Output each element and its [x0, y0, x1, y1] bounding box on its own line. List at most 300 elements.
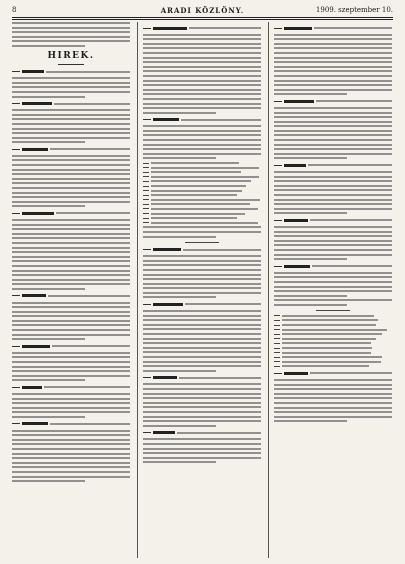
text-line	[12, 448, 130, 450]
heading-bold-run	[22, 294, 46, 297]
text-line	[274, 407, 392, 409]
text-line	[143, 461, 216, 463]
heading-bold-run	[153, 303, 183, 306]
text-line	[143, 103, 261, 105]
article	[143, 226, 261, 242]
text-line	[143, 292, 261, 294]
text-line	[274, 290, 392, 292]
text-line	[177, 432, 261, 434]
heading-dash	[12, 149, 20, 150]
text-line	[12, 379, 85, 381]
text-line	[143, 448, 261, 450]
heading-bold-run	[153, 376, 177, 379]
text-line	[282, 333, 382, 335]
text-line	[12, 320, 130, 322]
text-line	[274, 194, 392, 196]
text-line	[151, 217, 237, 219]
list-dash	[274, 343, 280, 344]
text-line	[151, 222, 258, 224]
text-line	[274, 411, 392, 413]
text-line	[274, 244, 392, 246]
text-line	[143, 93, 261, 95]
text-line	[12, 132, 130, 134]
article	[274, 217, 392, 260]
article	[274, 299, 392, 311]
text-line	[143, 383, 261, 385]
article-continuation	[12, 22, 130, 47]
text-line	[143, 274, 261, 276]
text-line	[12, 352, 130, 354]
list-dash	[143, 195, 149, 196]
text-line	[274, 235, 392, 237]
text-line	[12, 356, 130, 358]
text-line	[282, 342, 371, 344]
heading-dash	[143, 432, 151, 433]
text-line	[143, 411, 261, 413]
text-line	[12, 233, 130, 235]
article-heading	[143, 247, 261, 253]
text-line	[143, 356, 261, 358]
column-3	[274, 22, 392, 558]
text-line	[12, 462, 130, 464]
text-line	[143, 351, 261, 353]
article	[12, 146, 130, 207]
text-line	[274, 70, 392, 72]
text-line	[12, 476, 130, 478]
article	[143, 162, 261, 224]
text-line	[274, 153, 392, 155]
list-dash	[274, 320, 280, 321]
list-dash	[143, 213, 149, 214]
text-line	[143, 84, 261, 86]
text-line	[12, 329, 130, 331]
text-line	[143, 338, 261, 340]
article	[12, 421, 130, 482]
text-line	[12, 118, 130, 120]
heading-dash	[143, 28, 151, 29]
text-line	[274, 93, 347, 95]
text-line	[143, 319, 261, 321]
text-line	[12, 173, 130, 175]
text-line	[143, 443, 261, 445]
heading-dash	[143, 304, 151, 305]
text-line	[143, 388, 261, 390]
heading-bold-run	[153, 118, 179, 121]
text-line	[316, 100, 392, 102]
text-line	[143, 148, 261, 150]
text-line	[143, 324, 261, 326]
text-line	[274, 393, 392, 395]
list-line	[143, 208, 261, 210]
masthead-rule-thick	[12, 17, 393, 18]
text-line	[12, 393, 130, 395]
text-line	[274, 144, 392, 146]
article-heading	[143, 117, 261, 123]
text-line	[282, 338, 376, 340]
text-line	[274, 80, 392, 82]
text-line	[274, 107, 392, 109]
column-2	[143, 22, 261, 558]
text-line	[12, 375, 130, 377]
text-line	[274, 52, 392, 54]
article	[143, 430, 261, 464]
text-line	[12, 370, 130, 372]
text-line	[56, 212, 130, 214]
text-line	[274, 286, 392, 288]
text-line	[274, 240, 392, 242]
article	[274, 25, 392, 95]
text-line	[274, 180, 392, 182]
text-line	[143, 255, 261, 257]
text-line	[143, 34, 261, 36]
text-line	[282, 319, 378, 321]
text-line	[274, 189, 392, 191]
text-line	[151, 180, 251, 182]
text-line	[274, 402, 392, 404]
text-line	[12, 224, 130, 226]
heading-bold-run	[284, 372, 308, 375]
list-line	[143, 217, 261, 219]
issue-date: 1909. szeptember 10.	[315, 6, 393, 14]
text-line	[274, 199, 392, 201]
column-divider	[137, 22, 138, 558]
article-heading	[12, 343, 130, 349]
text-line	[143, 310, 261, 312]
article	[12, 101, 130, 144]
list-line	[274, 356, 392, 358]
text-line	[143, 236, 216, 238]
text-line	[143, 38, 261, 40]
article	[12, 384, 130, 418]
text-line	[12, 128, 130, 130]
column-divider	[268, 22, 269, 558]
text-line	[12, 430, 130, 432]
text-line	[12, 453, 130, 455]
list-dash	[274, 325, 280, 326]
list-dash	[274, 366, 280, 367]
text-line	[12, 315, 130, 317]
text-line	[143, 269, 261, 271]
text-line	[274, 379, 392, 381]
text-line	[12, 242, 130, 244]
text-line	[143, 296, 216, 298]
text-line	[274, 295, 347, 297]
heading-dash	[12, 387, 20, 388]
article-heading	[12, 101, 130, 107]
text-line	[12, 219, 130, 221]
text-line	[143, 112, 216, 114]
heading-dash	[274, 266, 282, 267]
text-line	[143, 347, 261, 349]
text-line	[143, 134, 261, 136]
text-line	[143, 452, 261, 454]
text-line	[189, 27, 261, 29]
text-line	[143, 361, 261, 363]
text-line	[50, 423, 130, 425]
text-line	[143, 260, 261, 262]
text-line	[12, 302, 130, 304]
text-line	[12, 178, 130, 180]
list-dash	[274, 348, 280, 349]
list-dash	[274, 334, 280, 335]
text-line	[12, 288, 85, 290]
article	[143, 25, 261, 114]
text-line	[12, 311, 130, 313]
heading-bold-run	[22, 70, 44, 73]
text-line	[274, 171, 392, 173]
list-line	[274, 319, 392, 321]
text-line	[143, 416, 261, 418]
text-line	[12, 159, 130, 161]
text-line	[274, 130, 392, 132]
text-line	[181, 119, 261, 121]
list-line	[143, 222, 261, 224]
text-line	[12, 182, 130, 184]
text-line	[274, 384, 392, 386]
article-heading	[12, 69, 130, 75]
text-line	[274, 304, 347, 306]
heading-dash	[274, 373, 282, 374]
text-line	[12, 109, 130, 111]
list-line	[143, 213, 261, 215]
text-line	[12, 86, 130, 88]
text-line	[282, 365, 369, 367]
text-line	[274, 43, 392, 45]
text-line	[143, 153, 261, 155]
text-line	[12, 366, 130, 368]
list-dash	[143, 186, 149, 187]
text-line	[143, 397, 261, 399]
heading-bold-run	[284, 27, 312, 30]
news-items	[143, 25, 261, 463]
text-line	[151, 213, 245, 215]
heading-bold-run	[284, 100, 314, 103]
text-line	[143, 402, 261, 404]
text-line	[143, 231, 261, 233]
article-heading	[143, 430, 261, 436]
text-line	[12, 164, 130, 166]
text-line	[12, 155, 130, 157]
text-line	[143, 80, 261, 82]
text-line	[143, 438, 261, 440]
text-line	[282, 352, 371, 354]
text-line	[12, 137, 130, 139]
article-heading	[143, 25, 261, 31]
text-line	[12, 402, 130, 404]
section-title-rule	[58, 64, 84, 65]
text-line	[274, 397, 392, 399]
heading-dash	[12, 423, 20, 424]
text-line	[151, 162, 239, 164]
text-line	[314, 27, 392, 29]
text-line	[143, 328, 261, 330]
text-line	[12, 96, 85, 98]
text-line	[12, 466, 130, 468]
text-line	[282, 329, 387, 331]
text-line	[312, 265, 392, 267]
text-line	[12, 205, 85, 207]
article-heading	[143, 301, 261, 307]
text-line	[12, 283, 130, 285]
text-line	[151, 194, 237, 196]
list-line	[143, 176, 261, 178]
text-line	[274, 148, 392, 150]
article	[274, 370, 392, 422]
text-line	[274, 157, 347, 159]
list-line	[143, 171, 261, 173]
list-dash	[274, 361, 280, 362]
list-line	[143, 190, 261, 192]
text-line	[143, 393, 261, 395]
text-line	[143, 130, 261, 132]
text-line	[143, 66, 261, 68]
article-heading	[12, 146, 130, 152]
masthead	[12, 5, 393, 16]
article	[12, 343, 130, 381]
list-dash	[143, 199, 149, 200]
text-line	[274, 125, 392, 127]
text-line	[143, 144, 261, 146]
heading-bold-run	[22, 386, 42, 389]
text-line	[274, 61, 392, 63]
text-line	[12, 471, 130, 473]
heading-bold-run	[22, 212, 54, 215]
heading-dash	[12, 295, 20, 296]
article-divider	[185, 242, 219, 243]
text-line	[12, 265, 130, 267]
list-dash	[143, 172, 149, 173]
news-items	[12, 69, 130, 483]
text-line	[151, 199, 260, 201]
text-line	[151, 208, 258, 210]
article	[143, 375, 261, 427]
text-line	[143, 425, 216, 427]
news-items	[274, 25, 392, 422]
text-line	[12, 141, 85, 143]
article-divider	[316, 310, 350, 311]
text-line	[143, 283, 261, 285]
text-line	[12, 361, 130, 363]
section-title-news: HIREK.	[47, 50, 95, 61]
list-dash	[143, 222, 149, 223]
heading-bold-run	[22, 422, 48, 425]
text-line	[183, 249, 261, 251]
list-dash	[143, 176, 149, 177]
list-line	[143, 162, 261, 164]
text-line	[12, 324, 130, 326]
text-line	[12, 457, 130, 459]
heading-dash	[12, 71, 20, 72]
text-line	[143, 365, 261, 367]
text-line	[274, 121, 392, 123]
text-line	[274, 226, 392, 228]
list-line	[143, 180, 261, 182]
text-line	[143, 61, 261, 63]
heading-bold-run	[22, 345, 50, 348]
text-line	[274, 258, 347, 260]
text-line	[12, 338, 85, 340]
article-heading	[274, 217, 392, 223]
text-line	[12, 279, 130, 281]
list-line	[274, 329, 392, 331]
text-line	[274, 34, 392, 36]
column-1	[12, 22, 130, 558]
article	[143, 247, 261, 299]
text-line	[274, 249, 392, 251]
list-dash	[143, 163, 149, 164]
text-line	[12, 114, 130, 116]
text-line	[143, 98, 261, 100]
masthead-rule-thin	[12, 19, 393, 20]
text-line	[12, 201, 130, 203]
text-line	[308, 164, 392, 166]
text-line	[143, 89, 261, 91]
text-line	[50, 148, 130, 150]
heading-dash	[274, 101, 282, 102]
list-dash	[274, 315, 280, 316]
text-line	[151, 203, 250, 205]
text-line	[12, 439, 130, 441]
list-line	[274, 338, 392, 340]
article	[274, 315, 392, 368]
text-line	[12, 228, 130, 230]
text-line	[12, 407, 130, 409]
text-line	[143, 57, 261, 59]
heading-dash	[12, 346, 20, 347]
text-line	[12, 77, 130, 79]
text-line	[274, 231, 392, 233]
article	[12, 210, 130, 290]
text-line	[12, 434, 130, 436]
text-line	[44, 386, 130, 388]
list-line	[143, 167, 261, 169]
text-line	[143, 370, 216, 372]
text-line	[143, 420, 261, 422]
text-line	[46, 71, 130, 73]
text-line	[143, 70, 261, 72]
text-line	[12, 91, 130, 93]
text-line	[143, 52, 261, 54]
text-line	[151, 190, 242, 192]
list-dash	[274, 338, 280, 339]
article	[274, 162, 392, 214]
text-line	[151, 171, 241, 173]
heading-bold-run	[284, 265, 310, 268]
text-line	[12, 237, 130, 239]
text-line	[179, 377, 261, 379]
text-line	[274, 276, 392, 278]
text-line	[143, 333, 261, 335]
article-heading	[143, 375, 261, 381]
text-line	[12, 192, 130, 194]
text-line	[274, 208, 392, 210]
list-dash	[274, 329, 280, 330]
text-line	[282, 361, 381, 363]
text-line	[143, 226, 261, 228]
text-line	[143, 457, 261, 459]
article-heading	[12, 293, 130, 299]
text-line	[151, 167, 259, 169]
text-line	[143, 342, 261, 344]
text-line	[274, 112, 392, 114]
list-line	[143, 185, 261, 187]
text-line	[274, 84, 392, 86]
text-line	[274, 203, 392, 205]
heading-bold-run	[153, 248, 181, 251]
text-line	[274, 281, 392, 283]
text-line	[143, 157, 216, 159]
text-line	[12, 256, 130, 258]
